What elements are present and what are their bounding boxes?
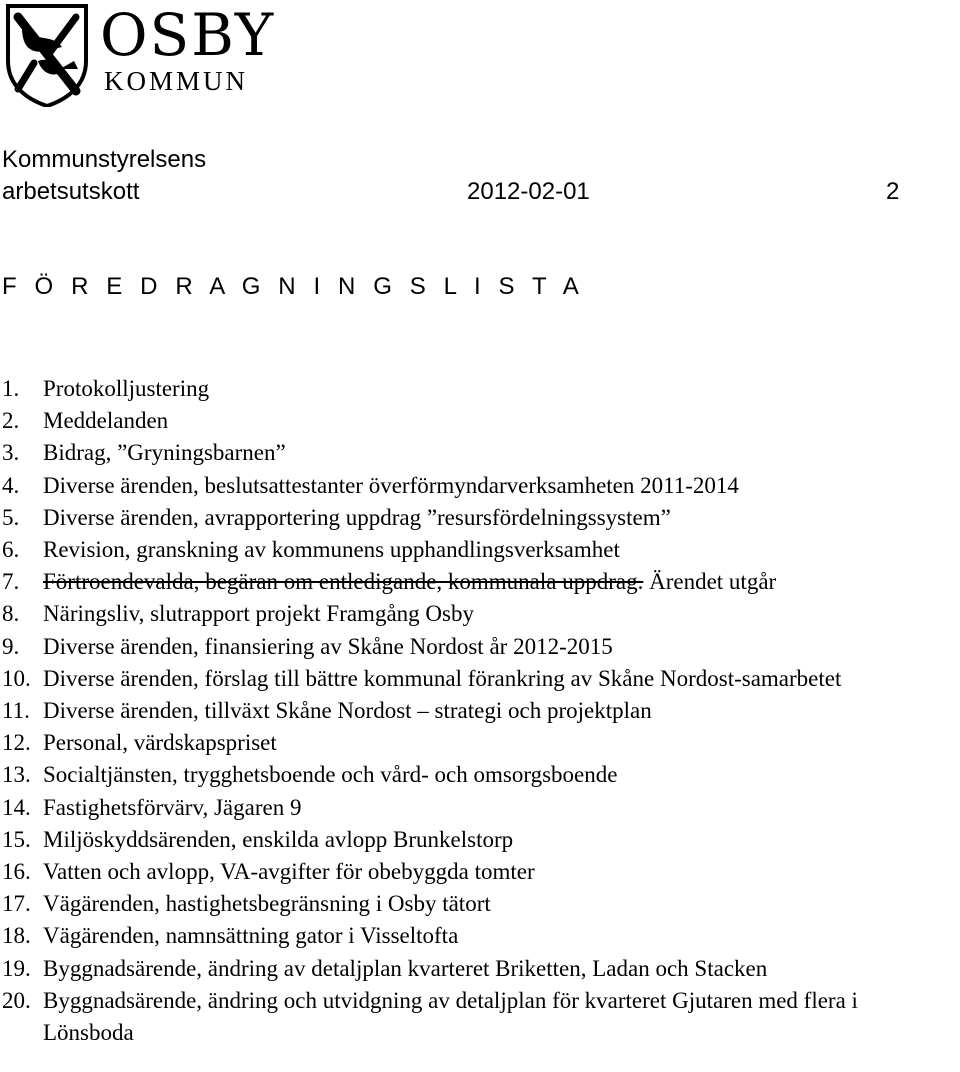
agenda-item <box>0 566 960 598</box>
agenda-item-number: 19. <box>2 955 31 981</box>
agenda-item-struck-text: Förtroendevalda, begäran om entledigande, kommunala uppdrag. <box>43 569 644 595</box>
agenda-item-number: 17. <box>2 891 31 917</box>
agenda-item-text: Miljöskyddsärenden, enskilda avlopp Brunkelstorp <box>43 826 514 852</box>
agenda-item-text: Bidrag, ”Gryningsbarnen” <box>43 440 286 466</box>
agenda-item-number: 12. <box>2 730 31 756</box>
agenda-item <box>0 663 960 695</box>
agenda-item-text: Byggnadsärende, ändring och utvidgning av detaljplan för kvarteret Gjutaren med flera i Lönsboda <box>43 987 858 1046</box>
agenda-item <box>0 470 960 502</box>
osby-kommun-logo <box>0 0 300 110</box>
agenda-item <box>0 824 960 856</box>
agenda-item-text: Vägärenden, hastighetsbegränsning i Osby tätort <box>43 891 491 917</box>
agenda-item-text: Vatten och avlopp, VA-avgifter för obebyggda tomter <box>43 859 535 885</box>
agenda-item <box>0 792 960 824</box>
agenda-item-text: Socialtjänsten, trygghetsboende och vård- och omsorgsboende <box>43 762 618 788</box>
coat-of-arms-icon <box>4 3 90 107</box>
document-title: F Ö R E D R A G N I N G S L I S T A <box>2 273 585 300</box>
agenda-item-number: 6. <box>2 537 20 563</box>
agenda-item-number: 8. <box>2 601 20 627</box>
agenda-item-text: Meddelanden <box>43 408 169 434</box>
agenda-item <box>0 373 960 405</box>
agenda-item-text: Fastighetsförvärv, Jägaren 9 <box>43 794 302 820</box>
agenda-item-number: 4. <box>2 472 20 498</box>
agenda-item-text: Revision, granskning av kommunens upphandlingsverksamhet <box>43 537 620 563</box>
meeting-date: 2012-02-01 <box>467 178 590 205</box>
agenda-item <box>0 759 960 791</box>
agenda-item <box>0 534 960 566</box>
agenda-item-text: Diverse ärenden, avrapportering uppdrag ”resursfördelningssystem” <box>43 504 671 530</box>
agenda-item-number: 1. <box>2 376 20 401</box>
agenda-item-number: 7. <box>2 569 20 595</box>
agenda-item-number: 14. <box>2 794 31 820</box>
agenda-item <box>0 695 960 727</box>
agenda-item-text: Näringsliv, slutrapport projekt Framgång Osby <box>43 601 474 627</box>
agenda-item <box>0 727 960 759</box>
agenda-item-number: 15. <box>2 826 31 852</box>
logo-osby-text: OSBY <box>100 1 276 69</box>
agenda-item-text: Ärendet utgår <box>643 569 777 595</box>
logo-kommun-text: KOMMUN <box>104 66 249 96</box>
agenda-item-number: 9. <box>2 633 20 659</box>
agenda-item-number: 5. <box>2 504 20 530</box>
agenda-item-number: 11. <box>2 698 30 724</box>
agenda-item-number: 20. <box>2 987 31 1013</box>
agenda-item-text: Byggnadsärende, ändring av detaljplan kvarteret Briketten, Ladan och Stacken <box>43 955 768 981</box>
agenda-item <box>0 856 960 888</box>
agenda-item-number: 18. <box>2 923 31 949</box>
agenda-item <box>0 920 960 952</box>
document-header <box>2 144 952 208</box>
agenda-item-text: Protokolljustering <box>43 376 210 401</box>
committee-row <box>2 176 952 208</box>
agenda-item <box>0 953 960 985</box>
agenda-item <box>0 405 960 437</box>
agenda-item-text: Personal, värdskapspriset <box>43 730 277 756</box>
page-number: 2 <box>886 178 900 205</box>
agenda-item-number: 13. <box>2 762 31 788</box>
agenda-item-number: 10. <box>2 665 31 691</box>
agenda-item-number: 16. <box>2 859 31 885</box>
agenda-item-text: Diverse ärenden, beslutsattestanter överförmyndarverksamheten 2011-2014 <box>43 472 739 498</box>
agenda-item <box>0 437 960 469</box>
agenda-item <box>0 502 960 534</box>
committee-line-2: arbetsutskott <box>2 178 140 205</box>
agenda-item <box>0 631 960 663</box>
agenda-list <box>0 373 960 1049</box>
agenda-item-text: Diverse ärenden, finansiering av Skåne Nordost år 2012-2015 <box>43 633 613 659</box>
agenda-item <box>0 598 960 630</box>
agenda-item <box>0 985 960 1049</box>
agenda-item-number: 2. <box>2 408 20 434</box>
agenda-item-text: Vägärenden, namnsättning gator i Visseltofta <box>43 923 459 949</box>
agenda-item-text: Diverse ärenden, förslag till bättre kommunal förankring av Skåne Nordost-samarbetet <box>43 665 842 691</box>
agenda-item <box>0 888 960 920</box>
agenda-item-number: 3. <box>2 440 20 466</box>
agenda-item-text: Diverse ärenden, tillväxt Skåne Nordost – strategi och projektplan <box>43 698 652 724</box>
committee-line-1: Kommunstyrelsens <box>2 146 207 173</box>
